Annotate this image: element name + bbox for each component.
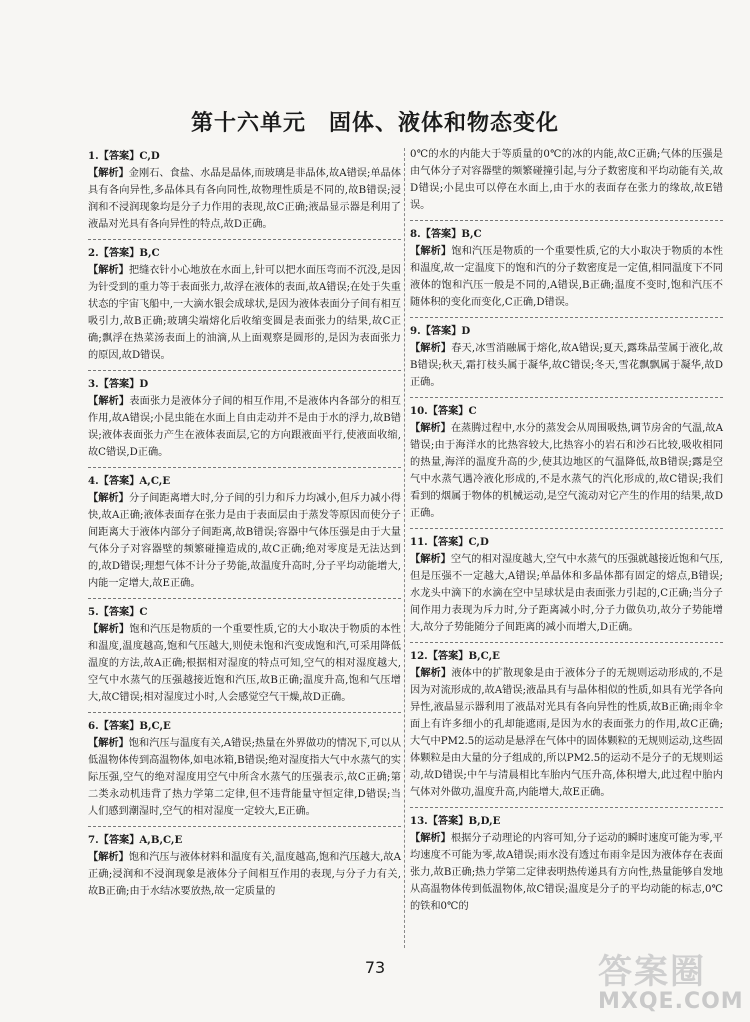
question-divider	[88, 712, 401, 713]
explanation-tag: 【解析】	[410, 246, 452, 257]
explanation-tag: 【解析】	[410, 423, 451, 434]
explanation-text	[88, 735, 401, 820]
answer-tag: 【答案】	[98, 835, 140, 846]
question-block	[88, 148, 401, 233]
question-block	[88, 604, 401, 706]
explanation-body: 饱和汽压是物质的一个重要性质,它的大小取决于物质的本性和温度,温度越高,饱和气压越大,则使未饱和汽变成饱和汽,可采用降低温度的方法,故A正确;根据相对湿度的特点可知,空气的相对湿度越大,空气中水蒸气的压强越接近饱和汽压,故B正确;温度升高,饱和气压增大,故C错误;相对湿度过小时,人会感觉空气干燥,故D正确。	[88, 624, 401, 703]
explanation-tag: 【解析】	[88, 396, 130, 407]
answer-tag: 【答案】	[98, 248, 140, 259]
explanation-body: 饱和汽压与液体材料和温度有关,温度越高,饱和汽压越大,故A正确;浸润和不浸润现象是液体分子间相互作用的表现,与分子力有关,故B正确;由于水结冰要放热,故一定质量的	[88, 852, 401, 897]
question-divider	[88, 370, 401, 371]
question-block	[88, 376, 401, 461]
answer-value: C	[139, 606, 148, 618]
question-number: 13.	[410, 815, 428, 827]
answer-value: C,D	[468, 536, 489, 548]
question-divider	[410, 317, 723, 318]
answer-line	[88, 718, 401, 735]
answer-value: B,C,E	[139, 720, 171, 732]
explanation-tag: 【解析】	[88, 624, 130, 635]
answer-value: C	[468, 405, 477, 417]
question-divider	[88, 598, 401, 599]
explanation-text	[410, 420, 723, 522]
question-number: 5.	[88, 606, 99, 618]
question-block	[410, 226, 723, 311]
answer-value: B,C,E	[468, 650, 500, 662]
question-divider	[88, 826, 401, 827]
answer-tag: 【答案】	[427, 816, 469, 827]
explanation-tag: 【解析】	[88, 265, 129, 276]
answer-line	[410, 226, 723, 243]
question-number: 3.	[88, 378, 99, 390]
answer-line	[410, 323, 723, 340]
answer-tag: 【答案】	[98, 607, 140, 618]
explanation-body: 金刚石、食盐、水晶是晶体,而玻璃是非晶体,故A错误;单晶体具有各向异性,多晶体具有各向同性,故物理性质是不同的,故B错误;浸润和不浸润现象均是分子力作用的表现,故C正确;液晶显示器是利用了液晶对光具有各向异性的特点,故D正确。	[88, 168, 402, 230]
explanation-text	[410, 146, 723, 214]
watermark-logo: 答案圈 MXQE.COM	[598, 952, 744, 1014]
question-block	[410, 534, 723, 636]
answer-line	[88, 604, 401, 621]
answer-line	[88, 832, 401, 849]
answer-tag: 【答案】	[98, 476, 140, 487]
explanation-tag: 【解析】	[88, 852, 129, 863]
question-block	[88, 473, 401, 592]
explanation-text	[410, 340, 723, 391]
explanation-text	[88, 621, 401, 706]
question-divider	[410, 642, 723, 643]
explanation-tag: 【解析】	[88, 168, 129, 179]
explanation-body: 液体中的扩散现象是由于液体分子的无规则运动形成的,不是因为对流形成的,故A错误;液晶具有与晶体相似的性质,如具有光学各向异性,液晶显示器利用了液晶对光具有各向异性的性质,故B正确;雨伞伞面上有许多细小的孔却能遮雨,是因为水的表面张力的作用,故C正确;大气中PM2.5的运动是悬浮在气体中的固体颗粒的无规则运动,这些固体颗粒是由大量的分子组成的,所以PM2.5的运动不是分子的无规则运动,故D错误;中午与清晨相比车胎内气压升高,体积增大,此过程中胎内气体对外做功,温度升高,内能增大,故E正确。	[410, 668, 723, 798]
answer-line	[410, 403, 723, 420]
question-number: 6.	[88, 720, 99, 732]
answer-line	[410, 534, 723, 551]
explanation-body: 饱和汽压是物质的一个重要性质,它的大小取决于物质的本性和温度,故一定温度下的饱和汽的分子数密度是一定值,相同温度下不同液体的饱和汽压一般是不同的,A错误,B正确;温度不变时,饱和汽压不随体积的变化而变化,C正确,D错误。	[410, 246, 723, 308]
question-number: 12.	[410, 650, 428, 662]
question-block	[410, 403, 723, 522]
answer-value: B,C	[461, 228, 482, 240]
answer-value: C,D	[139, 150, 160, 162]
question-divider	[410, 397, 723, 398]
question-number: 9.	[410, 325, 421, 337]
explanation-text	[410, 243, 723, 311]
explanation-body: 春天,冰雪消融属于熔化,故A错误;夏天,露珠晶莹属于液化,故B错误;秋天,霜打枝头属于凝华,故C错误;冬天,雪花飘飘属于凝华,故D正确。	[410, 343, 723, 388]
question-divider	[410, 528, 723, 529]
explanation-body: 分子间距离增大时,分子间的引力和斥力均减小,但斥力减小得快,故A正确;液体表面存在张力是由于表面层由于蒸发等原因而使分子间距离大于液体内部分子间距离,故B错误;容器中气体压强是由于大量气体分子对容器壁的频繁碰撞造成的,故C正确;绝对零度是无法达到的,故D错误;理想气体不计分子势能,故温度升高时,分子平均动能增大,内能一定增大,故E正确。	[88, 493, 401, 589]
question-block	[410, 323, 723, 391]
page-number: 73	[364, 958, 386, 977]
explanation-body: 把缝衣针小心地放在水面上,针可以把水面压弯而不沉没,是因为针受到的重力等于表面张力,故浮在液体的表面,故A错误;在处于失重状态的宇宙飞船中,一大滴水银会成球状,是因为液体表面分子间有相互吸引力,故B正确;玻璃尖端熔化后收缩变圆是表面张力的结果,故C正确;飘浮在热菜汤表面上的油滴,从上面观察是圆形的,是因为表面张力的原因,故D错误。	[88, 265, 401, 361]
question-divider	[410, 220, 723, 221]
question-block	[88, 718, 401, 820]
explanation-body: 空气的相对湿度越大,空气中水蒸气的压强就越接近饱和气压,但是压强不一定越大,A错误;单晶体和多晶体都有固定的熔点,B错误;水龙头中滴下的水滴在空中呈球状是由表面张力引起的,C正确;当分子间作用力表现为斥力时,分子距离减小时,分子力做负功,故分子势能增大,故分子势能随分子间距离的减小而增大,D正确。	[410, 554, 723, 633]
explanation-text	[410, 665, 723, 801]
left-column	[88, 148, 401, 900]
answer-tag: 【答案】	[427, 651, 469, 662]
explanation-text	[410, 830, 723, 915]
explanation-tag: 【解析】	[88, 493, 129, 504]
question-number: 7.	[88, 834, 99, 846]
answer-line	[410, 648, 723, 665]
answer-tag: 【答案】	[98, 721, 140, 732]
question-number: 11.	[410, 536, 428, 548]
page-title: 第十六单元 固体、液体和物态变化	[190, 111, 559, 136]
answer-value: D	[139, 378, 149, 390]
answer-line	[88, 148, 401, 165]
answer-tag: 【答案】	[420, 326, 462, 337]
question-divider	[88, 467, 401, 468]
answer-value: B,C	[139, 247, 160, 259]
answer-value: B,D,E	[468, 815, 501, 827]
answer-line	[88, 473, 401, 490]
answer-tag: 【答案】	[98, 379, 140, 390]
explanation-body: 根据分子动理论的内容可知,分子运动的瞬时速度可能为零,平均速度不可能为零,故A错误;雨水没有透过布雨伞是因为液体存在表面张力,故B正确;热力学第二定律表明热传递具有方向性,热量能够自发地从高温物体传到低温物体,故C错误;温度是分子的平均动能的标志,0℃的铁和0℃的	[410, 833, 723, 912]
question-number: 1.	[88, 150, 99, 162]
question-block	[410, 813, 723, 915]
question-block	[88, 832, 401, 900]
right-column	[410, 146, 723, 915]
question-divider	[88, 239, 401, 240]
explanation-tag: 【解析】	[88, 738, 129, 749]
explanation-text	[88, 262, 401, 364]
question-block	[88, 245, 401, 364]
column-divider	[404, 148, 405, 948]
answer-tag: 【答案】	[427, 537, 469, 548]
answer-line	[88, 245, 401, 262]
explanation-text	[88, 490, 401, 592]
answer-tag: 【答案】	[427, 406, 469, 417]
answer-line	[410, 813, 723, 830]
explanation-body: 在蒸腾过程中,水分的蒸发会从周围吸热,调节房舍的气温,故A错误;由于海洋水的比热容较大,比热容小的岩石和沙石比较,吸收相同的热量,海洋的温度升高的少,使其边地区的气温降低,故B错误;露是空气中水蒸气遇冷液化形成的,不是水蒸气的汽化形成的,故C错误;我们看到的烟属于物体的机械运动,是空气流动对它产生的作用的结果,故D正确。	[410, 423, 723, 519]
answer-tag: 【答案】	[98, 151, 140, 162]
question-block	[410, 648, 723, 801]
explanation-body: 0℃的水的内能大于等质量的0℃的冰的内能,故C正确;气体的压强是由气体分子对容器壁的频繁碰撞引起,与分子数密度和平均动能有关,故D错误;小昆虫可以停在水面上,由于水的表面存在张力的缘故,故E错误。	[410, 149, 723, 211]
question-block	[410, 146, 723, 214]
explanation-tag: 【解析】	[410, 833, 451, 844]
explanation-text	[88, 849, 401, 900]
answer-value: D	[461, 325, 471, 337]
explanation-text	[410, 551, 723, 636]
answer-value: A,C,E	[139, 475, 171, 487]
explanation-tag: 【解析】	[410, 668, 452, 679]
question-number: 4.	[88, 475, 99, 487]
question-number: 8.	[410, 228, 421, 240]
question-divider	[410, 807, 723, 808]
question-number: 2.	[88, 247, 99, 259]
answer-tag: 【答案】	[420, 229, 462, 240]
explanation-tag: 【解析】	[410, 554, 451, 565]
explanation-body: 表面张力是液体分子间的相互作用,不是液体内各部分的相互作用,故A错误;小昆虫能在水面上自由走动并不是由于水的浮力,故B错误;液体表面张力产生在液体表面层,它的方向跟液面平行,使液面收缩,故C错误,D正确。	[88, 396, 401, 458]
answer-line	[88, 376, 401, 393]
explanation-body: 饱和汽压与温度有关,A错误;热量在外界做功的情况下,可以从低温物体传到高温物体,如电冰箱,B错误;绝对湿度指大气中水蒸气的实际压强,空气的绝对湿度用空气中所含水蒸气的压强表示,故C正确;第二类永动机违背了热力学第二定律,但不违背能量守恒定律,D错误;当人们感到潮湿时,空气的相对湿度一定较大,E正确。	[88, 738, 402, 817]
explanation-tag: 【解析】	[410, 343, 452, 354]
explanation-text	[88, 165, 401, 233]
question-number: 10.	[410, 405, 428, 417]
answer-value: A,B,C,E	[139, 834, 183, 846]
explanation-text	[88, 393, 401, 461]
